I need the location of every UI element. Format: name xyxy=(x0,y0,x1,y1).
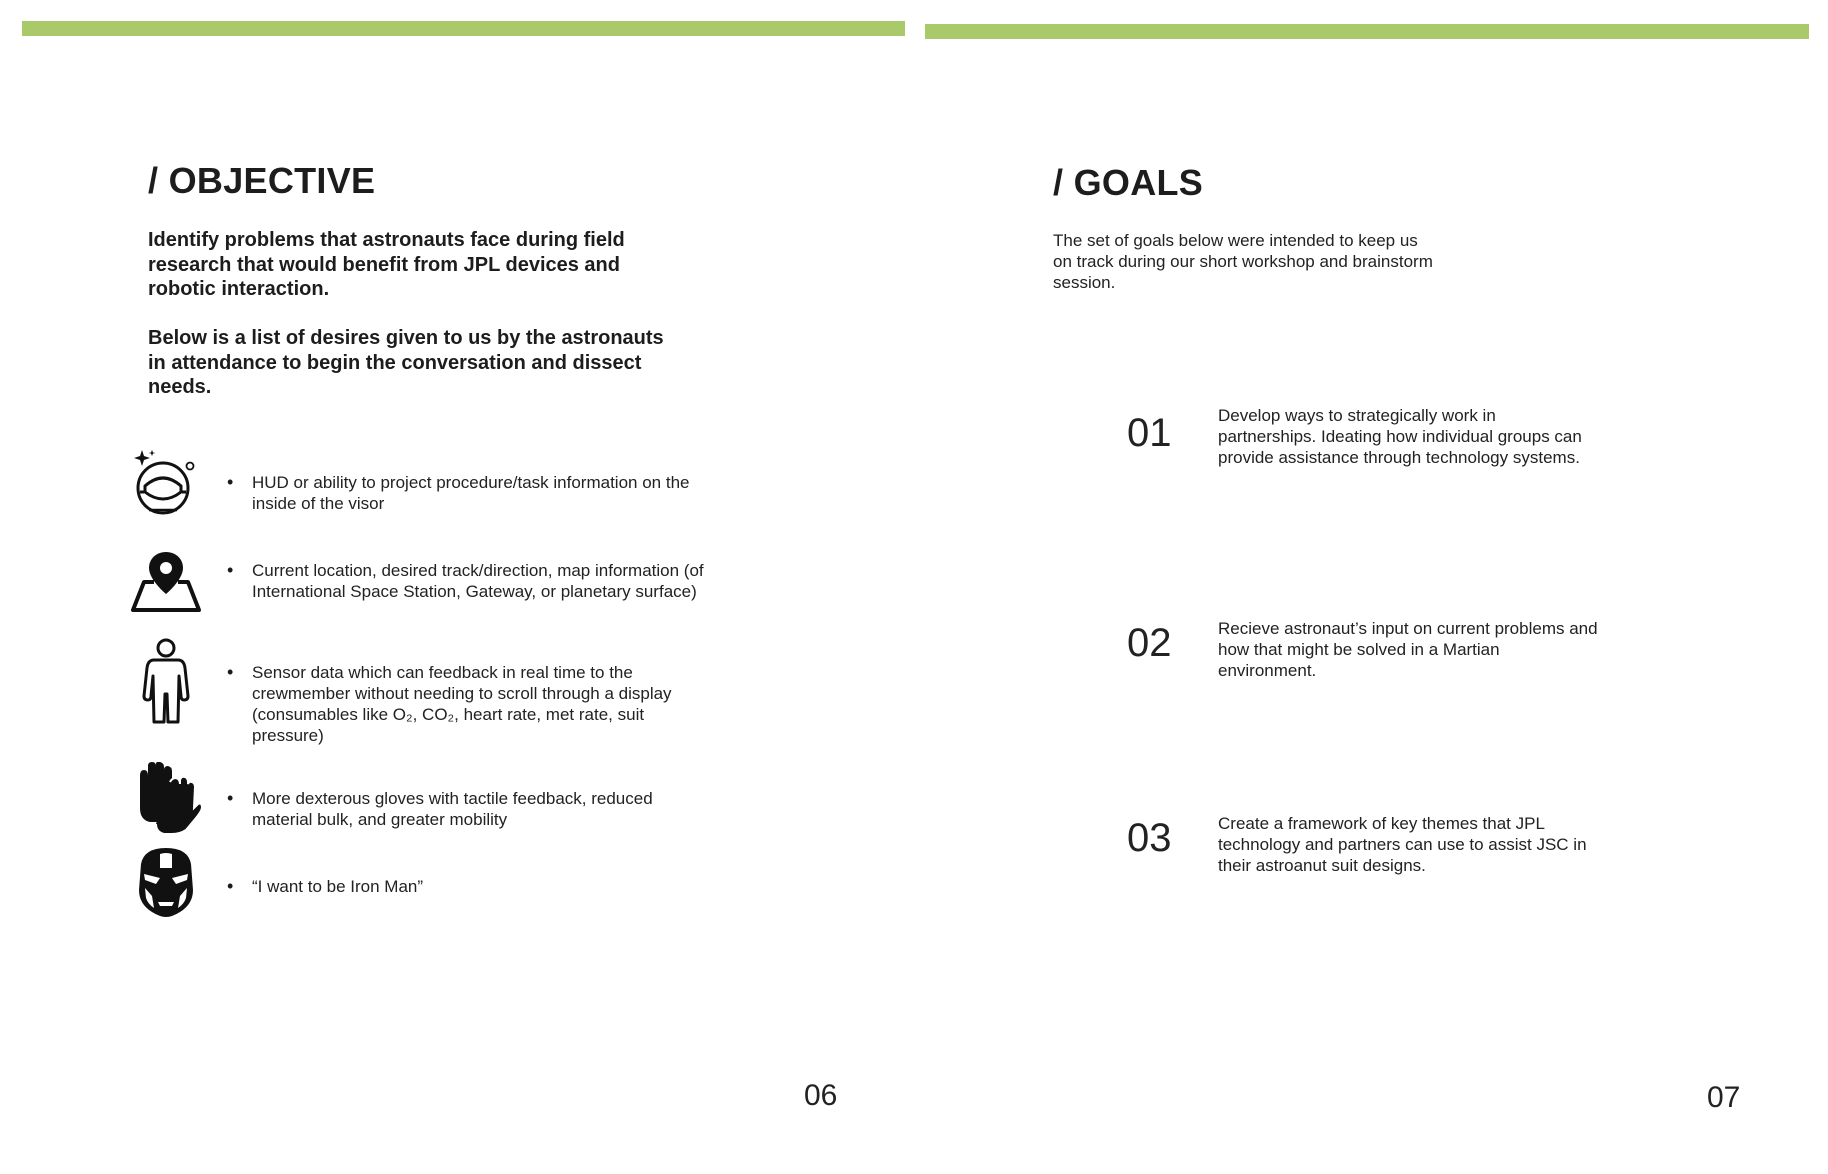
desire-text: More dexterous gloves with tactile feedback, reduced material bulk, and greater mobility xyxy=(252,789,653,829)
page-number: 07 xyxy=(1707,1081,1741,1114)
gloves-icon xyxy=(130,762,202,834)
goals-intro: The set of goals below were intended to keep us on track during our short workshop and brainstorm session. xyxy=(1053,231,1433,292)
objective-title: / OBJECTIVE xyxy=(148,160,376,201)
desire-text: HUD or ability to project procedure/task information on the inside of the visor xyxy=(252,473,690,513)
goals-title: / GOALS xyxy=(1053,162,1204,203)
bullet: • xyxy=(227,472,234,492)
bullet: • xyxy=(227,788,234,808)
objective-desires-intro: Below is a list of desires given to us by the astronauts in attendance to begin the conversation and dissect needs. xyxy=(148,327,664,398)
accent-bar xyxy=(925,24,1809,39)
person-icon xyxy=(130,638,202,726)
objective-intro: Identify problems that astronauts face during field research that would benefit from JPL devices and robotic interaction. xyxy=(148,229,625,300)
page-right xyxy=(914,0,1828,1174)
goal-text: Recieve astronaut’s input on current problems and how that might be solved in a Martian environment. xyxy=(1218,619,1598,680)
goal-number: 01 xyxy=(1127,411,1172,455)
desire-text: “I want to be Iron Man” xyxy=(252,877,424,896)
page-number: 06 xyxy=(804,1079,838,1112)
astronaut-helmet-icon xyxy=(130,448,202,520)
goal-number: 02 xyxy=(1127,621,1172,665)
bullet: • xyxy=(227,876,234,896)
goal-text: Develop ways to strategically work in partnerships. Ideating how individual groups can provide assistance through technology systems. xyxy=(1218,406,1582,467)
bullet: • xyxy=(227,560,234,580)
goal-number: 03 xyxy=(1127,816,1172,860)
desire-text: Sensor data which can feedback in real time to the crewmember without needing to scroll through a display (consumables like O₂, CO₂, heart rate, met rate, suit pressure) xyxy=(252,663,672,745)
desires-list xyxy=(130,0,730,1174)
map-pin-icon xyxy=(130,548,202,620)
goal-text: Create a framework of key themes that JPL technology and partners can use to assist JSC in their astroanut suit designs. xyxy=(1218,814,1587,875)
iron-man-mask-icon xyxy=(130,846,202,918)
desire-text: Current location, desired track/direction, map information (of International Space Station, Gateway, or planetary surface) xyxy=(252,561,704,601)
bullet: • xyxy=(227,662,234,682)
